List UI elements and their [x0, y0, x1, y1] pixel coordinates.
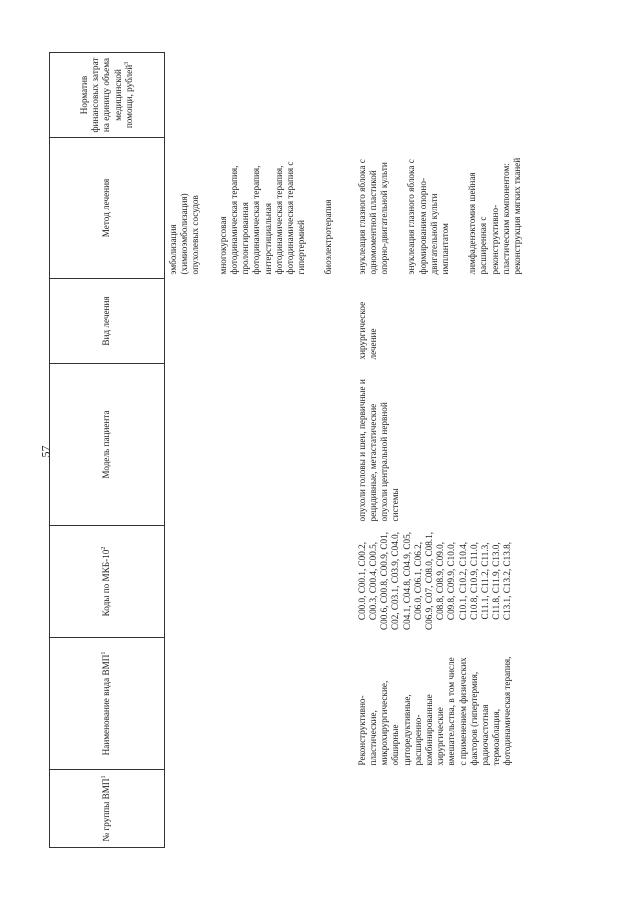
table-row-continued: [165, 53, 354, 848]
table-header-row: [50, 53, 165, 848]
rotated-table-container: [49, 53, 590, 848]
header-icd-codes: Коды по МКБ-$10^2$: [50, 526, 165, 638]
cell-empty: [165, 526, 354, 638]
cell-vmp-name: Реконструктивно- пластические, микрохирургические, обширные циторедуктивные, расширенно- комбинированные хирургические вмешательства, в том числе с применением физических факторов (гипертермия, радиочастотная термоаблация, фотодинамическая терапия,: [356, 656, 513, 766]
header-cost-norm: Норматив финансовых затрат на единицу объема медицинской помощи, рублей$^3$: [50, 53, 165, 138]
method-text: эмболизация (химиоэмболизация) опухолевых сосудов: [168, 193, 201, 275]
header-treatment-method: Метод лечения: [50, 138, 165, 279]
header-vmp-name: Наименование вида ВМП$^1$: [50, 638, 165, 770]
method-text: лимфаденэктомия шейная расширенная с реконструктивно- пластическим компонентом: реконструкция мягких тканей: [467, 157, 523, 275]
vmp-table: [49, 52, 542, 848]
header-treatment-type: Вид лечения: [50, 279, 165, 364]
cell-group-number: [354, 770, 543, 848]
cell-empty: [165, 770, 354, 848]
cell-icd-codes: C00.0, C00.1, C00.2, C00.3, C00.4, C00.5, C00.6, C00.8, C00.9, C01, C02, C03.1, C03.9, C04.0, C04.1, C04.8, C04.9, C05, C06.0, C06.1, C06.2, C06.9, C07, C08.0, C08.1, C08.8, C08.9, C09.0, C09.8, C09.9, C10.0, C10.1, C10.2, C10.4, C10.8, C10.9, C11.0, C11.1, C11.2, C11.3, C11.8, C11.9, C13.0, C13.1, C13.2, C13.8,: [356, 532, 513, 631]
cell-treatment-type: хирургическое лечение: [356, 301, 378, 360]
cell-empty: [165, 638, 354, 770]
cell-empty: [165, 279, 354, 364]
cell-patient-model: опухоли головы и шеи, первичные и рецидивные, метастатические опухоли центральной нервной системы: [356, 379, 401, 522]
method-text: многокурсовая фотодинамическая терапия, пролонгированная фотодинамическая терапия, интерстициальная фотодинамическая терапия, фотодинамическая терапия с гипертермией: [217, 161, 307, 275]
cell-continued-methods: [165, 138, 354, 279]
cell-empty: [165, 364, 354, 526]
cell-empty: [165, 53, 354, 138]
header-group-number: № группы ВМП$^1$: [50, 770, 165, 848]
page-number: 57: [38, 445, 53, 458]
table-row: [354, 53, 543, 848]
method-text: энуклеация глазного яблока с одномоментной пластикой опорно-двигательной культи: [356, 159, 390, 275]
method-text: биоэлектротерапия: [323, 199, 334, 275]
method-text: энуклеация глазного яблока с формированием опорно- двигательной культи имплантатом: [406, 159, 450, 275]
cell-cost-norm: [354, 53, 543, 138]
header-patient-model: Модель пациента: [50, 364, 165, 526]
cell-treatment-methods: [354, 138, 543, 279]
